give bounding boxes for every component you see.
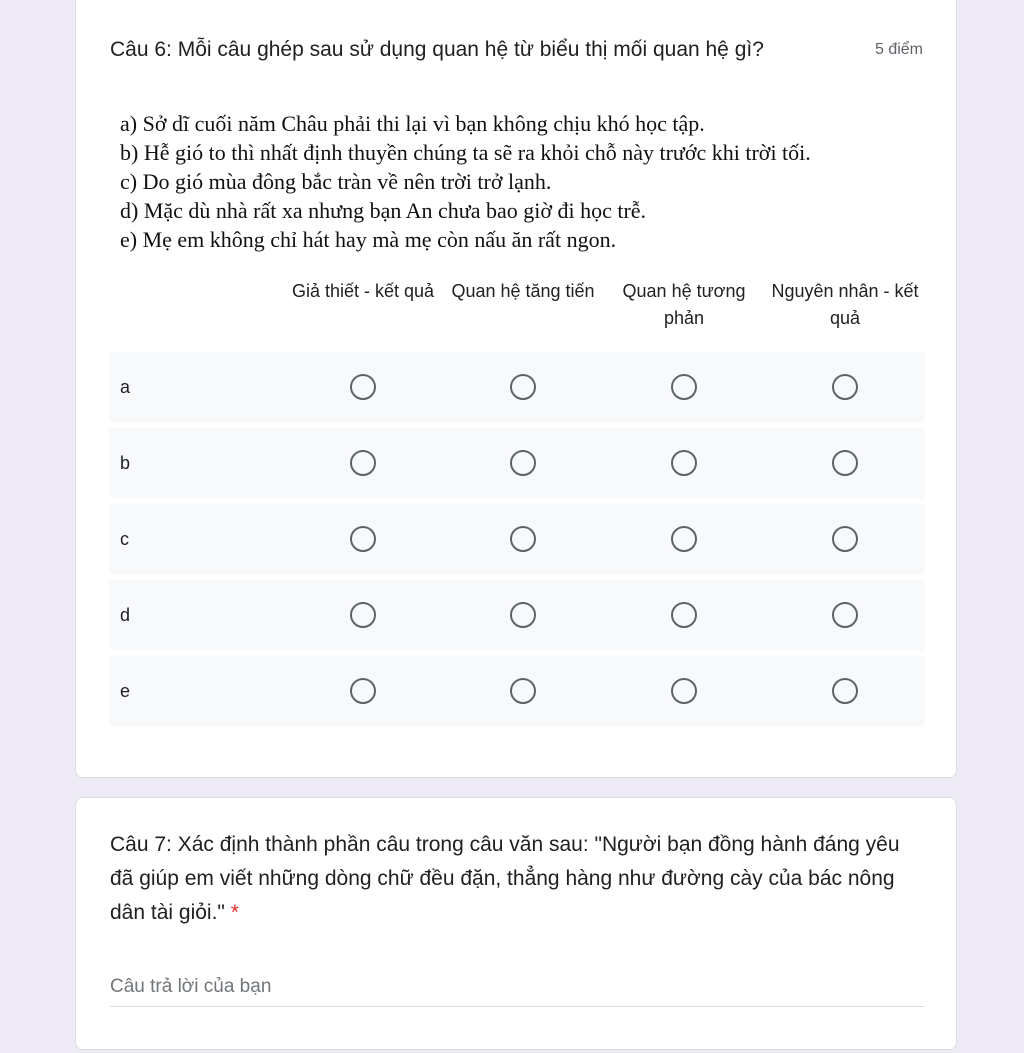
radio-b-nguyen-nhan-ket-qua[interactable] <box>832 450 858 476</box>
radio-a-quan-he-tuong-phan[interactable] <box>671 374 697 400</box>
grid-row-c <box>109 504 925 574</box>
question-card-7 <box>75 797 957 1050</box>
sentence-d: d) Mặc dù nhà rất xa nhưng bạn An chưa bao giờ đi học trễ. <box>120 198 647 223</box>
radio-a-nguyen-nhan-ket-qua[interactable] <box>832 374 858 400</box>
sentence-b: b) Hễ gió to thì nhất định thuyền chúng ta sẽ ra khỏi chỗ này trước khi trời tối. <box>120 140 811 165</box>
column-header-gia-thiet-ket-qua: Giả thiết - kết quả <box>291 281 435 301</box>
radio-d-quan-he-tang-tien[interactable] <box>510 602 536 628</box>
radio-e-quan-he-tang-tien[interactable] <box>510 678 536 704</box>
row-label-c: c <box>120 529 129 549</box>
column-header-quan-he-tang-tien: Quan hệ tăng tiến <box>451 281 595 301</box>
grid-column-headers <box>76 278 956 338</box>
radio-b-quan-he-tuong-phan[interactable] <box>671 450 697 476</box>
question-6-points: 5 điểm <box>874 41 923 58</box>
radio-d-nguyen-nhan-ket-qua[interactable] <box>832 602 858 628</box>
column-header-nguyen-nhan-ket-qua: Nguyên nhân - kết quả <box>771 281 919 328</box>
grid-row-b <box>109 428 925 498</box>
row-label-d: d <box>120 605 131 625</box>
question-6-title: Câu 6: Mỗi câu ghép sau sử dụng quan hệ từ biểu thị mối quan hệ gì? <box>110 38 764 61</box>
row-label-b: b <box>120 453 131 473</box>
grid-row-e <box>109 656 925 726</box>
radio-a-gia-thiet-ket-qua[interactable] <box>350 374 376 400</box>
radio-d-gia-thiet-ket-qua[interactable] <box>350 602 376 628</box>
radio-c-quan-he-tuong-phan[interactable] <box>671 526 697 552</box>
question-7-title <box>110 828 920 930</box>
radio-b-gia-thiet-ket-qua[interactable] <box>350 450 376 476</box>
required-asterisk: * <box>230 901 239 924</box>
row-label-a: a <box>120 377 131 397</box>
radio-e-quan-he-tuong-phan[interactable] <box>671 678 697 704</box>
sentence-e: e) Mẹ em không chỉ hát hay mà mẹ còn nấu ăn rất ngon. <box>120 227 617 252</box>
radio-a-quan-he-tang-tien[interactable] <box>510 374 536 400</box>
radio-c-quan-he-tang-tien[interactable] <box>510 526 536 552</box>
radio-c-gia-thiet-ket-qua[interactable] <box>350 526 376 552</box>
radio-e-nguyen-nhan-ket-qua[interactable] <box>832 678 858 704</box>
radio-c-nguyen-nhan-ket-qua[interactable] <box>832 526 858 552</box>
grid-row-a <box>109 352 925 422</box>
radio-b-quan-he-tang-tien[interactable] <box>510 450 536 476</box>
column-header-quan-he-tuong-phan: Quan hệ tương phản <box>622 281 746 328</box>
question-7-title-text: Câu 7: Xác định thành phần câu trong câu văn sau: "Người bạn đồng hành đáng yêu đã giúp em viết những dòng chữ đều đặn, thẳng hàng như đường cày của bác nông dân tài giỏi." <box>110 833 900 924</box>
question-6-sentences <box>120 109 811 254</box>
row-label-e: e <box>120 681 131 701</box>
sentence-c: c) Do gió mùa đông bắc tràn về nên trời trở lạnh. <box>120 169 552 194</box>
radio-e-gia-thiet-ket-qua[interactable] <box>350 678 376 704</box>
grid-row-d <box>109 580 925 650</box>
sentence-a: a) Sở dĩ cuối năm Châu phải thi lại vì bạn không chịu khó học tập. <box>120 111 705 136</box>
answer-input[interactable] <box>110 968 924 1007</box>
question-card-6 <box>75 0 957 778</box>
radio-d-quan-he-tuong-phan[interactable] <box>671 602 697 628</box>
